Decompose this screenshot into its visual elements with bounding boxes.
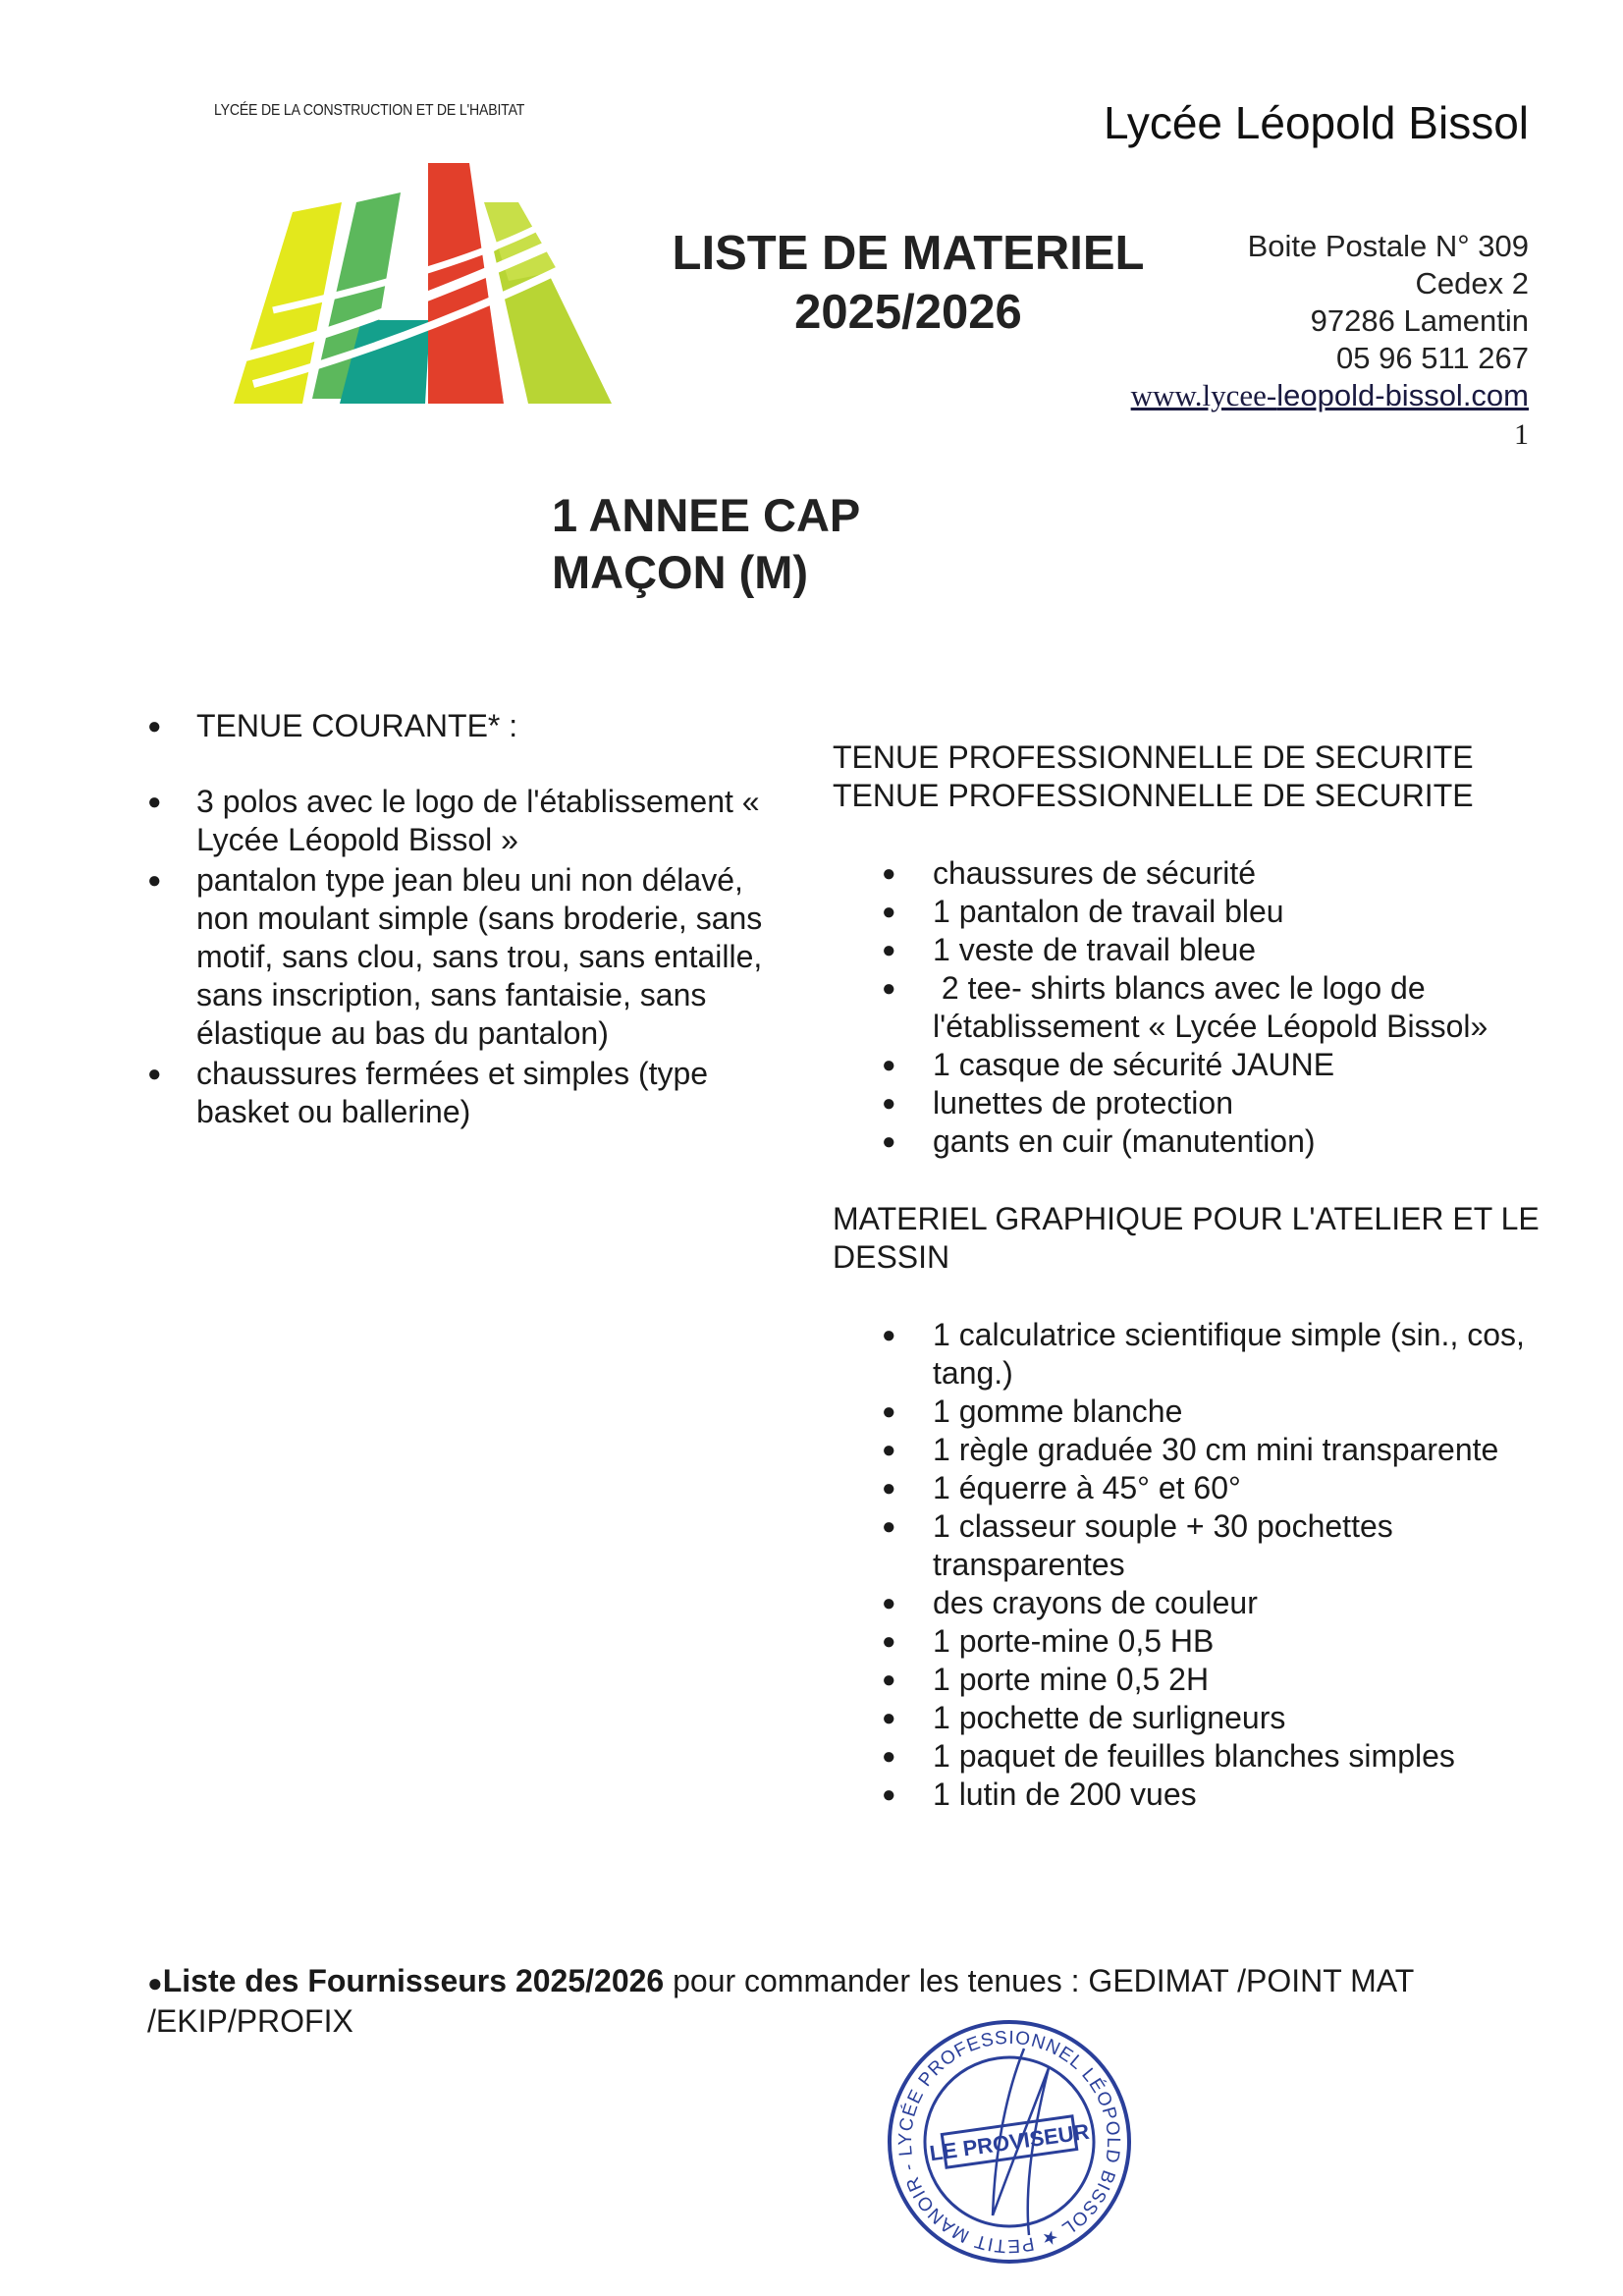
bullet-icon: ●: [147, 867, 162, 894]
list-item: [882, 1084, 1540, 1122]
list-item-text: 1 équerre à 45° et 60°: [933, 1470, 1241, 1505]
list-item-text: 3 polos avec le logo de l'établissement « Lycée Léopold Bissol »: [196, 784, 760, 857]
logo-caption: LYCÉE DE LA CONSTRUCTION ET DE L'HABITAT: [214, 102, 525, 119]
page-number: 1: [1514, 418, 1529, 451]
list-item-text: 1 règle graduée 30 cm mini transparente: [933, 1432, 1499, 1467]
list-item: [882, 1776, 1540, 1814]
bullet-icon: ●: [882, 1667, 896, 1693]
list-item: [882, 969, 1540, 1046]
list-item: [147, 1055, 795, 1131]
bullet-icon: ●: [882, 1052, 896, 1078]
bullet-icon: ●: [882, 1513, 896, 1540]
list-item: [882, 1046, 1540, 1084]
list-item-text: des crayons de couleur: [933, 1585, 1258, 1620]
list-item-text: 1 porte mine 0,5 2H: [933, 1662, 1210, 1697]
list-item-text: 1 classeur souple + 30 pochettes transparentes: [933, 1508, 1393, 1582]
suppliers-note-title: Liste des Fournisseurs 2025/2026: [162, 1963, 665, 1998]
class-title-line2: MAÇON (M): [552, 546, 809, 598]
list-item-text: 1 pochette de surligneurs: [933, 1700, 1286, 1735]
bullet-icon: ●: [882, 1628, 896, 1655]
bullet-icon: ●: [882, 1128, 896, 1155]
bullet-icon: ●: [882, 1090, 896, 1117]
list-item-text: 1 veste de travail bleue: [933, 932, 1257, 967]
list-item-text: 1 gomme blanche: [933, 1394, 1183, 1429]
website-prefix: www.lycee-: [1130, 378, 1277, 412]
list-item: [882, 1431, 1540, 1469]
bullet-icon: ●: [882, 1398, 896, 1425]
address-phone: 05 96 511 267: [1336, 341, 1529, 375]
list-item: [882, 1699, 1540, 1737]
list-item: [882, 1622, 1540, 1661]
bullet-icon: ●: [147, 1968, 163, 1997]
section-heading-drawing: MATERIEL GRAPHIQUE POUR L'ATELIER ET LE DESSIN: [833, 1201, 1540, 1275]
document-title-year: 2025/2026: [794, 286, 1022, 339]
school-logo: [234, 163, 617, 409]
suppliers-note: [147, 1962, 1522, 2041]
bullet-icon: ●: [882, 899, 896, 925]
section-heading-safety: [833, 738, 1540, 815]
list-item-text: TENUE COURANTE* :: [196, 708, 518, 743]
principal-stamp: [877, 2009, 1142, 2274]
list-item-text: lunettes de protection: [933, 1085, 1233, 1121]
list-item-text: 1 lutin de 200 vues: [933, 1777, 1197, 1812]
class-title-line1: 1 ANNEE CAP: [552, 489, 861, 541]
section-heading-line: TENUE PROFESSIONNELLE DE SECURITE: [833, 739, 1474, 775]
bullet-icon: ●: [882, 1590, 896, 1616]
right-column: [833, 738, 1540, 1814]
address-cedex: Cedex 2: [1415, 266, 1529, 301]
document-title-line1: LISTE DE MATERIEL: [672, 227, 1145, 280]
list-item-text: pantalon type jean bleu uni non délavé, non moulant simple (sans broderie, sans motif, sans clou, sans trou, sans entaille, sans inscription, sans fantaisie, sans élastique au bas du pantalon): [196, 862, 763, 1051]
bullet-icon: ●: [882, 1437, 896, 1463]
left-column: [147, 707, 795, 1131]
list-item-text: 1 pantalon de travail bleu: [933, 894, 1284, 929]
school-name: Lycée Léopold Bissol: [1103, 97, 1529, 148]
list-item: [147, 861, 795, 1053]
list-item-text: gants en cuir (manutention): [933, 1123, 1316, 1159]
list-item-text: chaussures de sécurité: [933, 855, 1257, 891]
list-item-text: 1 casque de sécurité JAUNE: [933, 1047, 1335, 1082]
list-item: [882, 1661, 1540, 1699]
list-item: [882, 1393, 1540, 1431]
safety-outfit-list: [833, 854, 1540, 1161]
bullet-icon: ●: [882, 937, 896, 963]
list-item-text: 2 tee- shirts blancs avec le logo de l'établissement « Lycée Léopold Bissol»: [933, 970, 1488, 1044]
drawing-material-list: [833, 1316, 1540, 1814]
class-title: [552, 487, 860, 601]
list-item-text: 1 porte-mine 0,5 HB: [933, 1623, 1215, 1659]
website-main: leopold-bissol.com: [1276, 378, 1529, 412]
list-item-text: chaussures fermées et simples (type basket ou ballerine): [196, 1056, 709, 1129]
address-city: 97286 Lamentin: [1310, 303, 1529, 338]
list-item: [882, 893, 1540, 931]
stamp-ring-text: LYCÉE PROFESSIONNEL LÉOPOLD BISSOL ★ PETIT MANOIR -: [894, 2027, 1124, 2257]
list-item: [882, 1737, 1540, 1776]
bullet-icon: ●: [882, 1781, 896, 1808]
website-link[interactable]: [1131, 377, 1529, 414]
list-item: [882, 854, 1540, 893]
address-block: [1131, 228, 1529, 414]
list-item-text: 1 calculatrice scientifique simple (sin., cos, tang.): [933, 1317, 1525, 1391]
list-item-text: 1 paquet de feuilles blanches simples: [933, 1738, 1455, 1774]
bullet-icon: ●: [882, 975, 896, 1002]
list-item: [882, 1316, 1540, 1393]
document-title: [638, 224, 1178, 342]
bullet-icon: ●: [882, 1705, 896, 1731]
bullet-icon: ●: [147, 789, 162, 815]
list-item: [147, 783, 795, 859]
list-item: [147, 707, 795, 745]
stamp-center-text: LE PROVISEUR: [928, 2118, 1091, 2166]
list-item: [882, 1507, 1540, 1584]
list-item: [882, 1122, 1540, 1161]
bullet-icon: ●: [147, 713, 162, 739]
suppliers-note-text: pour commander les tenues : GEDIMAT /POINT MAT /EKIP/PROFIX: [147, 1963, 1414, 2039]
section-heading-line: TENUE PROFESSIONNELLE DE SECURITE: [833, 778, 1474, 813]
bullet-icon: ●: [882, 860, 896, 887]
bullet-icon: ●: [882, 1743, 896, 1770]
bullet-icon: ●: [882, 1475, 896, 1502]
bullet-icon: ●: [147, 1061, 162, 1087]
address-po-box: Boite Postale N° 309: [1247, 229, 1529, 263]
everyday-outfit-list: [147, 707, 795, 1131]
list-item: [882, 1469, 1540, 1507]
bullet-icon: ●: [882, 1322, 896, 1348]
list-item: [882, 1584, 1540, 1622]
list-item: [882, 931, 1540, 969]
